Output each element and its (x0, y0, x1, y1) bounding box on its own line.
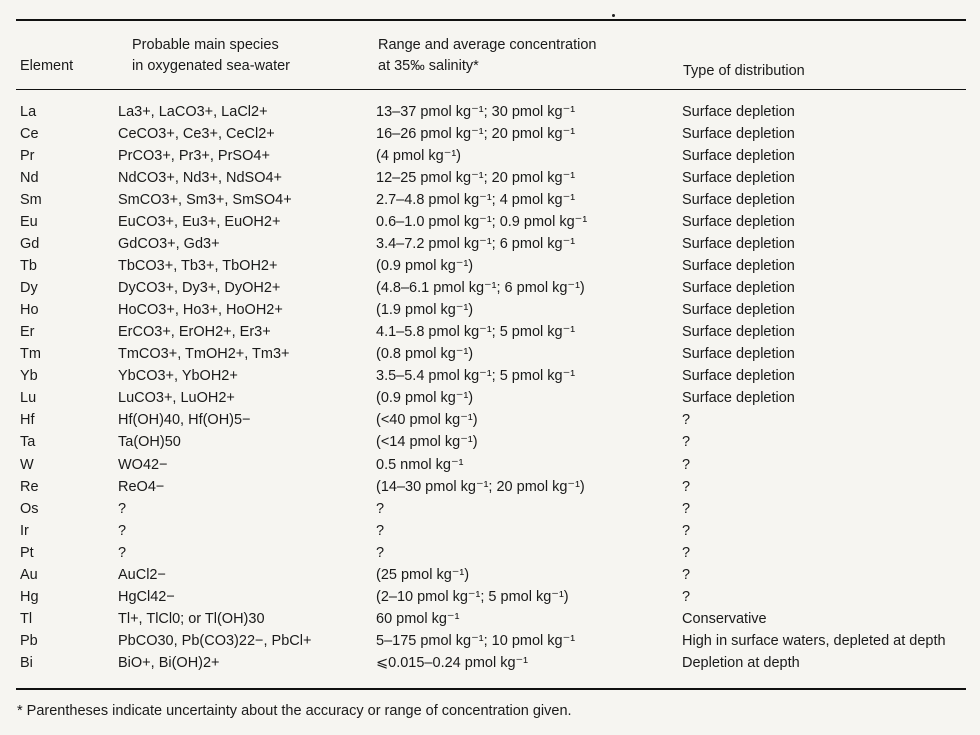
cell-species: Hf(OH)40, Hf(OH)5− (118, 412, 251, 429)
table-row (0, 630, 980, 652)
cell-species: La3+, LaCO3+, LaCl2+ (118, 104, 268, 120)
table-row (0, 145, 980, 167)
table-row (0, 454, 980, 476)
table-row (0, 498, 980, 520)
cell-range: 0.6–1.0 pmol kg⁻¹; 0.9 pmol kg⁻¹ (376, 214, 588, 231)
cell-species: ? (118, 500, 127, 517)
cell-type: ? (682, 522, 691, 539)
cell-species: Ta(OH)50 (118, 434, 181, 451)
table-row (0, 211, 980, 233)
table-bottom-rule (16, 688, 966, 690)
cell-range: ⩽0.015–0.24 pmol kg⁻¹ (376, 654, 529, 671)
cell-range: ? (376, 544, 385, 561)
cell-type: Surface depletion (682, 148, 795, 165)
cell-type: Surface depletion (682, 346, 795, 363)
cell-element: Tb (20, 258, 37, 275)
cell-type: ? (682, 478, 691, 495)
table-row (0, 542, 980, 564)
cell-element: Re (20, 478, 39, 495)
table-row (0, 343, 980, 365)
cell-species: CeCO3+, Ce3+, CeCl2+ (118, 126, 275, 143)
cell-element: W (20, 456, 34, 473)
cell-range: (4.8–6.1 pmol kg⁻¹; 6 pmol kg⁻¹) (376, 280, 585, 297)
table-row (0, 189, 980, 211)
cell-range: 0.5 nmol kg⁻¹ (376, 456, 464, 473)
cell-element: Pt (20, 544, 34, 561)
cell-element: Hf (20, 412, 35, 429)
header-species (132, 35, 290, 77)
cell-type: High in surface waters, depleted at depth (682, 632, 946, 649)
cell-species: BiO+, Bi(OH)2+ (118, 654, 220, 671)
header-element: Element (20, 58, 74, 74)
cell-species: AuCl2− (118, 566, 166, 583)
table-row (0, 277, 980, 299)
table-row (0, 255, 980, 277)
cell-range: 60 pmol kg⁻¹ (376, 610, 460, 627)
cell-species: LuCO3+, LuOH2+ (118, 390, 235, 407)
cell-type: Surface depletion (682, 324, 795, 341)
cell-element: Ta (20, 434, 36, 451)
cell-type: Surface depletion (682, 236, 795, 253)
cell-species: YbCO3+, YbOH2+ (118, 368, 238, 385)
cell-range: 2.7–4.8 pmol kg⁻¹; 4 pmol kg⁻¹ (376, 192, 576, 209)
cell-type: Surface depletion (682, 104, 795, 120)
cell-element: Ce (20, 126, 39, 143)
cell-species: NdCO3+, Nd3+, NdSO4+ (118, 170, 283, 187)
cell-element: Ir (20, 522, 29, 539)
cell-range: 4.1–5.8 pmol kg⁻¹; 5 pmol kg⁻¹ (376, 324, 576, 341)
cell-type: Surface depletion (682, 390, 795, 407)
cell-element: Yb (20, 368, 38, 385)
header-range-line2: at 35‰ salinity* (378, 58, 479, 74)
cell-type: ? (682, 566, 691, 583)
cell-range: (14–30 pmol kg⁻¹; 20 pmol kg⁻¹) (376, 478, 585, 495)
table-row (0, 387, 980, 409)
header-species-line1: Probable main species (132, 37, 279, 53)
cell-element: Tm (20, 346, 41, 363)
cell-element: Pb (20, 632, 38, 649)
cell-species: WO42− (118, 456, 168, 473)
cell-range: (<40 pmol kg⁻¹) (376, 412, 478, 429)
header-range (378, 35, 596, 77)
cell-type: ? (682, 412, 691, 429)
cell-element: Ho (20, 302, 39, 319)
cell-species: EuCO3+, Eu3+, EuOH2+ (118, 214, 281, 231)
cell-species: ErCO3+, ErOH2+, Er3+ (118, 324, 271, 341)
cell-element: Au (20, 566, 38, 583)
table-row (0, 564, 980, 586)
cell-element: Os (20, 500, 39, 517)
footnote: * Parentheses indicate uncertainty about the accuracy or range of concentration given. (17, 703, 572, 719)
cell-species: ? (118, 522, 127, 539)
cell-range: ? (376, 522, 385, 539)
cell-range: (<14 pmol kg⁻¹) (376, 434, 478, 451)
table-row (0, 586, 980, 608)
cell-range: 13–37 pmol kg⁻¹; 30 pmol kg⁻¹ (376, 104, 576, 120)
cell-species: TmCO3+, TmOH2+, Tm3+ (118, 346, 290, 363)
cell-element: Er (20, 324, 35, 341)
header-type: Type of distribution (683, 63, 805, 79)
table-top-rule (16, 19, 966, 21)
table-row (0, 167, 980, 189)
cell-range: (0.9 pmol kg⁻¹) (376, 390, 474, 407)
cell-element: Tl (20, 610, 33, 627)
header-range-line1: Range and average concentration (378, 37, 597, 53)
table-row (0, 652, 980, 674)
cell-range: (2–10 pmol kg⁻¹; 5 pmol kg⁻¹) (376, 588, 569, 605)
cell-type: Surface depletion (682, 126, 795, 143)
cell-range: 5–175 pmol kg⁻¹; 10 pmol kg⁻¹ (376, 632, 576, 649)
table-header-rule (16, 89, 966, 90)
table-row (0, 123, 980, 145)
cell-type: Surface depletion (682, 280, 795, 297)
cell-type: ? (682, 434, 691, 451)
cell-species: SmCO3+, Sm3+, SmSO4+ (118, 192, 292, 209)
cell-species: HgCl42− (118, 588, 175, 605)
cell-type: Conservative (682, 610, 767, 627)
cell-type: Surface depletion (682, 302, 795, 319)
cell-range: (25 pmol kg⁻¹) (376, 566, 470, 583)
cell-species: Tl+, TlCl0; or Tl(OH)30 (118, 610, 265, 627)
table-row (0, 101, 980, 123)
cell-range: (0.8 pmol kg⁻¹) (376, 346, 474, 363)
cell-element: Hg (20, 588, 39, 605)
cell-range: (4 pmol kg⁻¹) (376, 148, 462, 165)
table-row (0, 299, 980, 321)
cell-range: (0.9 pmol kg⁻¹) (376, 258, 474, 275)
header-species-line2: in oxygenated sea-water (132, 58, 290, 74)
table-row (0, 409, 980, 431)
cell-type: ? (682, 544, 691, 561)
table-row (0, 520, 980, 542)
print-speck (612, 14, 615, 17)
table-row (0, 321, 980, 343)
table-row (0, 233, 980, 255)
cell-species: PrCO3+, Pr3+, PrSO4+ (118, 148, 270, 165)
cell-type: Surface depletion (682, 258, 795, 275)
cell-range: 3.4–7.2 pmol kg⁻¹; 6 pmol kg⁻¹ (376, 236, 576, 253)
cell-type: Surface depletion (682, 170, 795, 187)
cell-element: La (20, 104, 37, 120)
cell-element: Pr (20, 148, 35, 165)
cell-range: 3.5–5.4 pmol kg⁻¹; 5 pmol kg⁻¹ (376, 368, 576, 385)
table-row (0, 365, 980, 387)
cell-range: ? (376, 500, 385, 517)
table-row (0, 476, 980, 498)
cell-element: Nd (20, 170, 39, 187)
table-row (0, 608, 980, 630)
cell-element: Eu (20, 214, 38, 231)
cell-type: ? (682, 500, 691, 517)
cell-species: ? (118, 544, 127, 561)
cell-range: (1.9 pmol kg⁻¹) (376, 302, 474, 319)
cell-range: 12–25 pmol kg⁻¹; 20 pmol kg⁻¹ (376, 170, 576, 187)
cell-type: Surface depletion (682, 214, 795, 231)
cell-element: Bi (20, 654, 33, 671)
cell-type: ? (682, 456, 691, 473)
cell-type: Depletion at depth (682, 654, 800, 671)
cell-type: Surface depletion (682, 368, 795, 385)
cell-element: Sm (20, 192, 42, 209)
cell-type: Surface depletion (682, 192, 795, 209)
table-body (0, 101, 980, 674)
cell-element: Lu (20, 390, 37, 407)
cell-species: HoCO3+, Ho3+, HoOH2+ (118, 302, 283, 319)
cell-species: PbCO30, Pb(CO3)22−, PbCl+ (118, 632, 312, 649)
cell-species: DyCO3+, Dy3+, DyOH2+ (118, 280, 281, 297)
cell-species: ReO4− (118, 478, 165, 495)
table-row (0, 431, 980, 453)
cell-type: ? (682, 588, 691, 605)
cell-species: TbCO3+, Tb3+, TbOH2+ (118, 258, 278, 275)
cell-element: Dy (20, 280, 38, 297)
cell-species: GdCO3+, Gd3+ (118, 236, 220, 253)
cell-element: Gd (20, 236, 40, 253)
cell-range: 16–26 pmol kg⁻¹; 20 pmol kg⁻¹ (376, 126, 576, 143)
